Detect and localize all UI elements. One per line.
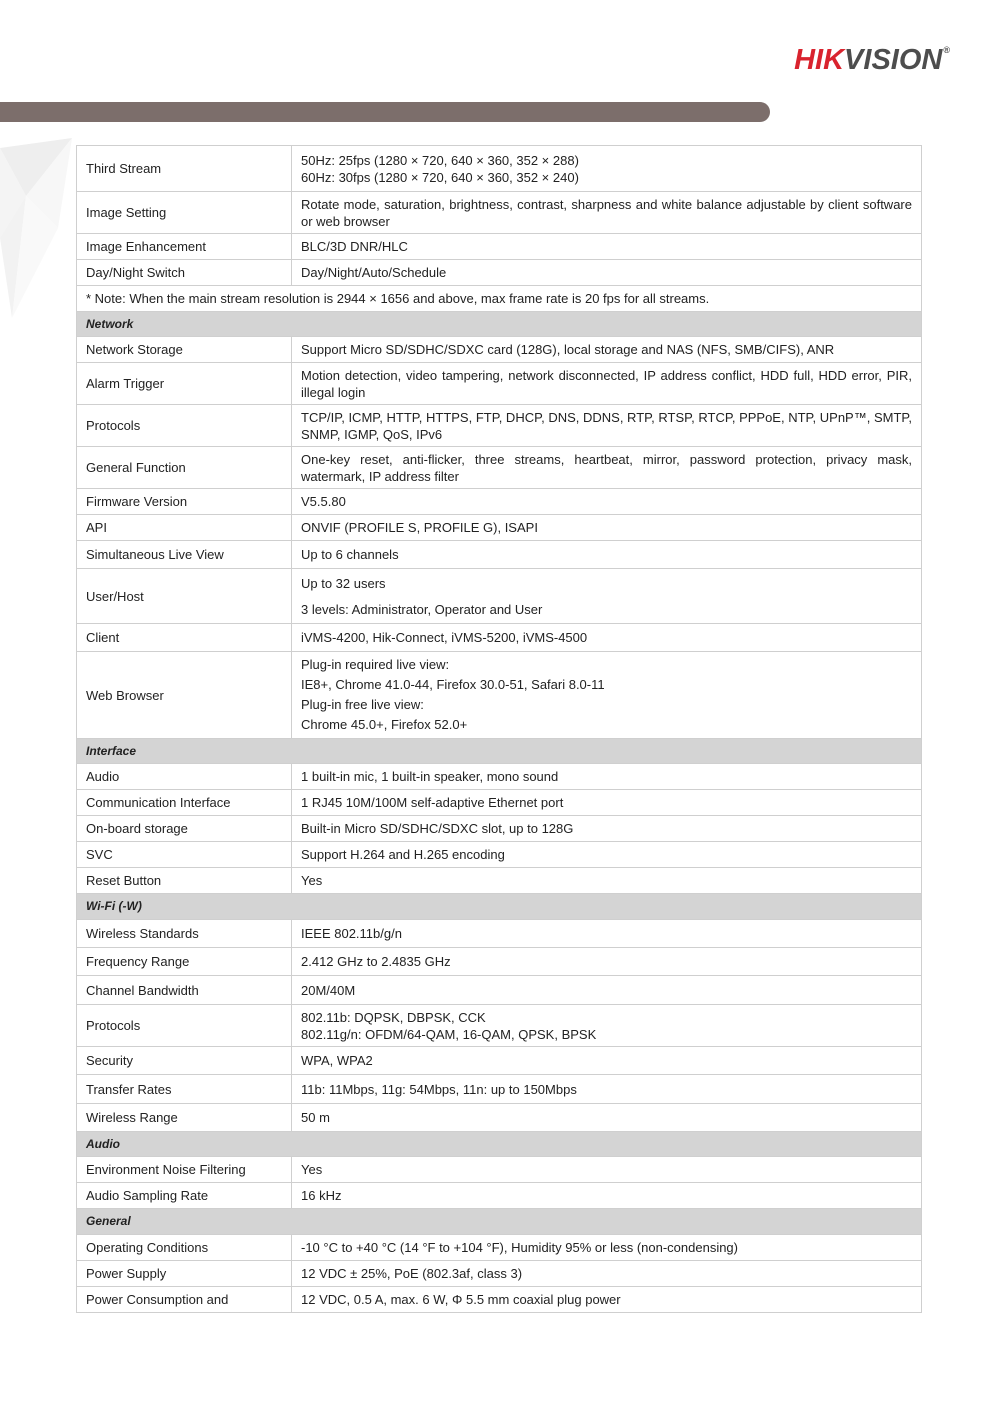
spec-row <box>77 1047 922 1075</box>
spec-value-line: Built-in Micro SD/SDHC/SDXC slot, up to 128G <box>301 821 574 836</box>
spec-value-line: Up to 32 users <box>301 575 386 591</box>
spec-value <box>292 868 922 894</box>
spec-value <box>292 976 922 1005</box>
spec-row <box>77 541 922 569</box>
section-header <box>77 312 922 337</box>
spec-value-line: IE8+, Chrome 41.0-44, Firefox 30.0-51, Safari 8.0-11 <box>301 677 605 692</box>
spec-value <box>292 569 922 624</box>
spec-row <box>77 405 922 447</box>
spec-value <box>292 1183 922 1209</box>
spec-label: Image Enhancement <box>77 234 292 260</box>
spec-row <box>77 764 922 790</box>
spec-row <box>77 337 922 363</box>
spec-value-line: iVMS-4200, Hik-Connect, iVMS-5200, iVMS-4500 <box>301 630 588 645</box>
spec-table <box>76 145 922 1313</box>
spec-row <box>77 363 922 405</box>
spec-label: Operating Conditions <box>77 1235 292 1261</box>
spec-value-line: Rotate mode, saturation, brightness, contrast, sharpness and white balance adjustable by client software or web browser <box>301 196 912 229</box>
spec-label: Protocols <box>77 1005 292 1047</box>
spec-value-line: Up to 6 channels <box>301 547 399 562</box>
spec-label: Channel Bandwidth <box>77 976 292 1005</box>
note-row <box>77 286 922 312</box>
spec-label: User/Host <box>77 569 292 624</box>
spec-value <box>292 260 922 286</box>
spec-value-line: Yes <box>301 1162 323 1177</box>
spec-value <box>292 816 922 842</box>
section-title: Interface <box>77 739 922 764</box>
spec-label: Protocols <box>77 405 292 447</box>
spec-row <box>77 569 922 624</box>
spec-value <box>292 920 922 948</box>
spec-value-line: 12 VDC ± 25%, PoE (802.3af, class 3) <box>301 1266 523 1281</box>
spec-value-line: Support H.264 and H.265 encoding <box>301 847 505 862</box>
spec-value <box>292 515 922 541</box>
spec-label: Audio <box>77 764 292 790</box>
spec-value-line: ONVIF (PROFILE S, PROFILE G), ISAPI <box>301 520 538 535</box>
spec-value-line: V5.5.80 <box>301 494 346 509</box>
spec-value-line: Support Micro SD/SDHC/SDXC card (128G), local storage and NAS (NFS, SMB/CIFS), ANR <box>301 342 835 357</box>
spec-value <box>292 192 922 234</box>
section-title: Audio <box>77 1132 922 1157</box>
spec-label: Wireless Range <box>77 1104 292 1132</box>
spec-row <box>77 976 922 1005</box>
spec-value-line: 802.11b: DQPSK, DBPSK, CCK <box>301 1009 486 1025</box>
hikvision-logo <box>794 46 950 75</box>
spec-value <box>292 764 922 790</box>
spec-label: Power Supply <box>77 1261 292 1287</box>
spec-label: Firmware Version <box>77 489 292 515</box>
spec-value <box>292 1005 922 1047</box>
spec-row <box>77 260 922 286</box>
spec-label: Security <box>77 1047 292 1075</box>
spec-value <box>292 790 922 816</box>
spec-value <box>292 541 922 569</box>
spec-label: Day/Night Switch <box>77 260 292 286</box>
spec-label: Client <box>77 624 292 652</box>
spec-row <box>77 652 922 739</box>
spec-value-line: 12 VDC, 0.5 A, max. 6 W, Φ 5.5 mm coaxial plug power <box>301 1292 621 1307</box>
spec-value-line: IEEE 802.11b/g/n <box>301 926 402 941</box>
spec-row <box>77 816 922 842</box>
spec-value <box>292 234 922 260</box>
decorative-star-graphic <box>0 118 80 328</box>
spec-value-line: 16 kHz <box>301 1188 342 1203</box>
spec-row <box>77 1287 922 1313</box>
spec-label: Frequency Range <box>77 948 292 976</box>
spec-label: Image Setting <box>77 192 292 234</box>
spec-label: Environment Noise Filtering <box>77 1157 292 1183</box>
spec-row <box>77 1183 922 1209</box>
section-title: General <box>77 1209 922 1235</box>
spec-row <box>77 948 922 976</box>
spec-label: General Function <box>77 447 292 489</box>
section-header <box>77 894 922 920</box>
spec-value-line: 60Hz: 30fps (1280 × 720, 640 × 360, 352 × 240) <box>301 169 579 185</box>
spec-value <box>292 624 922 652</box>
spec-label: Web Browser <box>77 652 292 739</box>
spec-label: Reset Button <box>77 868 292 894</box>
spec-value <box>292 1104 922 1132</box>
spec-value <box>292 1235 922 1261</box>
spec-value-line: Chrome 45.0+, Firefox 52.0+ <box>301 717 468 732</box>
spec-value-line: 802.11g/n: OFDM/64-QAM, 16-QAM, QPSK, BPSK <box>301 1026 597 1042</box>
spec-label: Communication Interface <box>77 790 292 816</box>
spec-label: Audio Sampling Rate <box>77 1183 292 1209</box>
spec-row <box>77 489 922 515</box>
spec-value-line: Motion detection, video tampering, network disconnected, IP address conflict, HDD full, HDD error, PIR, illegal login <box>301 367 912 400</box>
spec-row <box>77 842 922 868</box>
section-header <box>77 739 922 764</box>
spec-value <box>292 405 922 447</box>
spec-row <box>77 624 922 652</box>
spec-value <box>292 1261 922 1287</box>
logo-vision: VISION <box>844 44 943 76</box>
spec-value-line: One-key reset, anti-flicker, three streams, heartbeat, mirror, password protection, privacy mask, watermark, IP address filter <box>301 451 912 484</box>
spec-row <box>77 1157 922 1183</box>
spec-row <box>77 1261 922 1287</box>
note-text: * Note: When the main stream resolution is 2944 × 1656 and above, max frame rate is 20 fps for all streams. <box>77 286 922 312</box>
spec-row <box>77 447 922 489</box>
spec-value-line: TCP/IP, ICMP, HTTP, HTTPS, FTP, DHCP, DNS, DDNS, RTP, RTSP, RTCP, PPPoE, NTP, UPnP™, SMTP, SNMP, IGMP, QoS, IPv6 <box>301 409 912 442</box>
spec-row <box>77 1235 922 1261</box>
spec-label: Third Stream <box>77 146 292 192</box>
spec-value-line: -10 °C to +40 °C (14 °F to +104 °F), Humidity 95% or less (non-condensing) <box>301 1240 738 1255</box>
spec-row <box>77 1104 922 1132</box>
spec-value <box>292 447 922 489</box>
logo-hik: HIK <box>794 44 845 76</box>
header-bar <box>0 102 770 122</box>
section-header <box>77 1132 922 1157</box>
section-header <box>77 1209 922 1235</box>
spec-row <box>77 515 922 541</box>
spec-value <box>292 948 922 976</box>
spec-value-line: 20M/40M <box>301 982 356 998</box>
spec-label: Power Consumption and <box>77 1287 292 1313</box>
spec-label: Network Storage <box>77 337 292 363</box>
spec-label: SVC <box>77 842 292 868</box>
spec-value-line: 50 m <box>301 1110 330 1125</box>
spec-value-line: BLC/3D DNR/HLC <box>301 239 408 254</box>
section-title: Wi-Fi (-W) <box>77 894 922 920</box>
spec-row <box>77 1075 922 1104</box>
spec-value <box>292 842 922 868</box>
spec-value <box>292 1047 922 1075</box>
section-title: Network <box>77 312 922 337</box>
spec-value <box>292 1157 922 1183</box>
spec-label: Wireless Standards <box>77 920 292 948</box>
spec-row <box>77 234 922 260</box>
spec-label: Simultaneous Live View <box>77 541 292 569</box>
spec-value-line: Day/Night/Auto/Schedule <box>301 265 447 280</box>
spec-label: Alarm Trigger <box>77 363 292 405</box>
spec-row <box>77 920 922 948</box>
spec-value-line: 11b: 11Mbps, 11g: 54Mbps, 11n: up to 150Mbps <box>301 1081 577 1097</box>
spec-value <box>292 1075 922 1104</box>
spec-value-line: Plug-in required live view: <box>301 657 450 672</box>
spec-value-line: Yes <box>301 873 323 888</box>
spec-value <box>292 489 922 515</box>
spec-value <box>292 146 922 192</box>
spec-row <box>77 192 922 234</box>
spec-value-line: 1 RJ45 10M/100M self-adaptive Ethernet port <box>301 795 564 810</box>
spec-value-line: WPA, WPA2 <box>301 1053 373 1068</box>
spec-value <box>292 337 922 363</box>
spec-value-line: Plug-in free live view: <box>301 697 424 712</box>
logo-trademark: ® <box>943 45 950 55</box>
spec-row <box>77 868 922 894</box>
spec-label: API <box>77 515 292 541</box>
spec-value <box>292 363 922 405</box>
spec-value <box>292 652 922 739</box>
spec-value-line: 1 built-in mic, 1 built-in speaker, mono sound <box>301 769 559 784</box>
spec-value <box>292 1287 922 1313</box>
spec-value-line: 2.412 GHz to 2.4835 GHz <box>301 954 451 969</box>
spec-row <box>77 1005 922 1047</box>
spec-label: Transfer Rates <box>77 1075 292 1104</box>
spec-row <box>77 146 922 192</box>
spec-label: On-board storage <box>77 816 292 842</box>
spec-value-line: 3 levels: Administrator, Operator and User <box>301 601 543 617</box>
spec-value-line: 50Hz: 25fps (1280 × 720, 640 × 360, 352 × 288) <box>301 152 579 168</box>
spec-row <box>77 790 922 816</box>
